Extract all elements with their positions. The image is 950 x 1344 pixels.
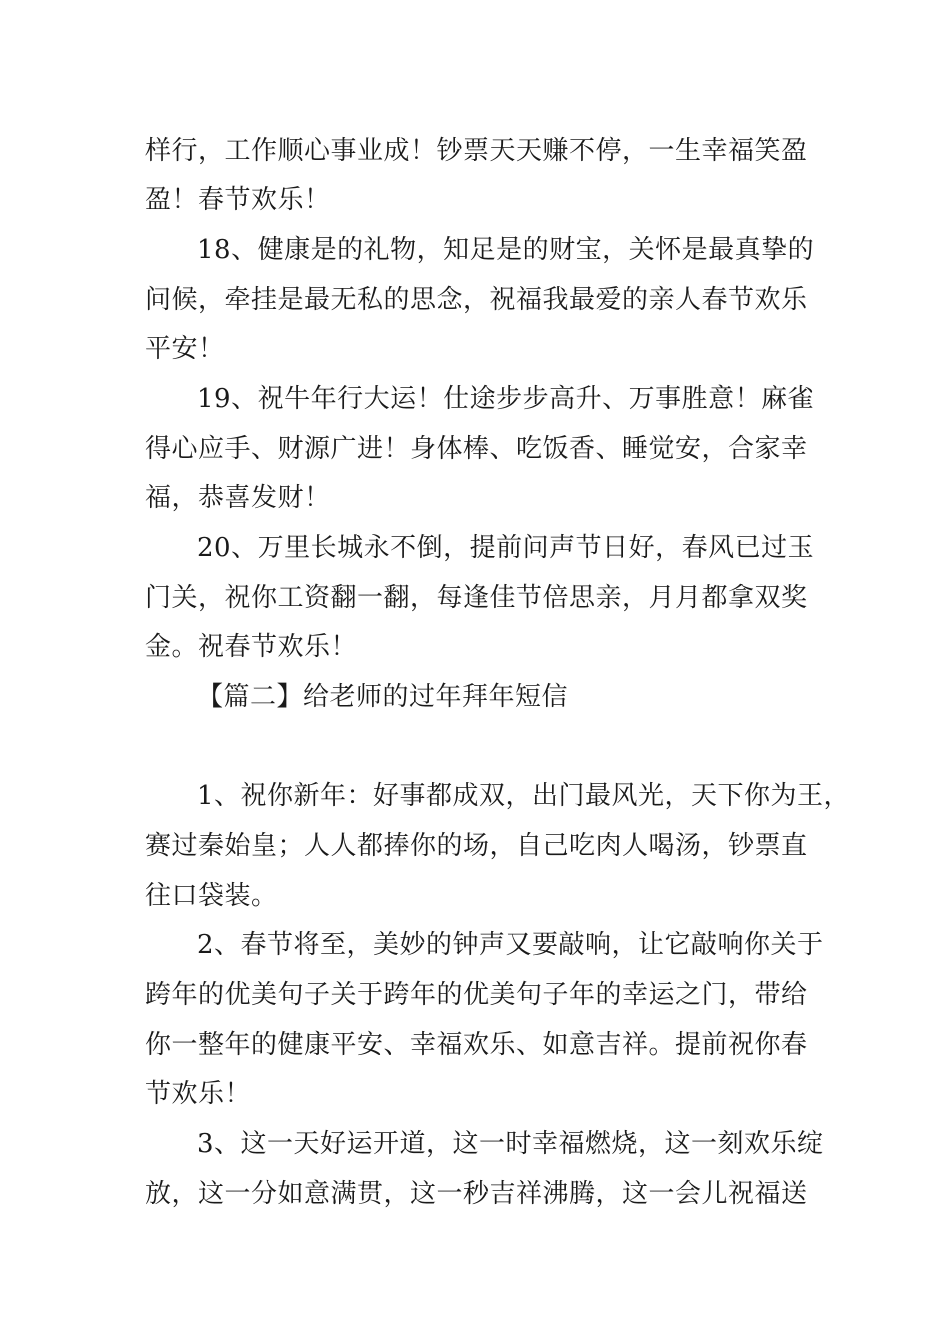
section-heading: 【篇二】给老师的过年拜年短信: [197, 682, 569, 712]
text-line: 2、春节将至，美妙的钟声又要敲响，让它敲响你关于: [197, 930, 824, 960]
text-line: 福，恭喜发财！: [145, 483, 331, 513]
text-line: 20、万里长城永不倒，提前问声节日好，春风已过玉: [197, 533, 815, 563]
text-line: 你一整年的健康平安、幸福欢乐、如意吉祥。提前祝你春: [145, 1030, 808, 1060]
text-line: 门关，祝你工资翻一翻，每逢佳节倍思亲，月月都拿双奖: [145, 583, 808, 613]
text-line: 平安！: [145, 334, 225, 364]
text-line: 得心应手、财源广进！身体棒、吃饭香、睡觉安，合家幸: [145, 434, 808, 464]
text-line: 3、这一天好运开道，这一时幸福燃烧，这一刻欢乐绽: [197, 1129, 824, 1159]
text-line: 跨年的优美句子关于跨年的优美句子年的幸运之门，带给: [145, 980, 808, 1010]
text-line: 金。祝春节欢乐！: [145, 632, 358, 662]
text-line: 样行，工作顺心事业成！钞票天天赚不停，一生幸福笑盈: [145, 136, 808, 166]
text-line: 19、祝牛年行大运！仕途步步高升、万事胜意！麻雀: [197, 384, 815, 414]
text-line: 问候，牵挂是最无私的思念，祝福我最爱的亲人春节欢乐: [145, 285, 808, 315]
text-line: 往口袋装。: [145, 881, 278, 911]
text-line: 1、祝你新年：好事都成双，出门最风光，天下你为王，: [197, 781, 851, 811]
text-line: 赛过秦始皇；人人都捧你的场，自己吃肉人喝汤，钞票直: [145, 831, 808, 861]
text-line: 盈！春节欢乐！: [145, 185, 331, 215]
text-line: 放，这一分如意满贯，这一秒吉祥沸腾，这一会儿祝福送: [145, 1179, 808, 1209]
text-line: 节欢乐！: [145, 1079, 252, 1109]
text-line: 18、健康是的礼物，知足是的财宝，关怀是最真挚的: [197, 235, 815, 265]
